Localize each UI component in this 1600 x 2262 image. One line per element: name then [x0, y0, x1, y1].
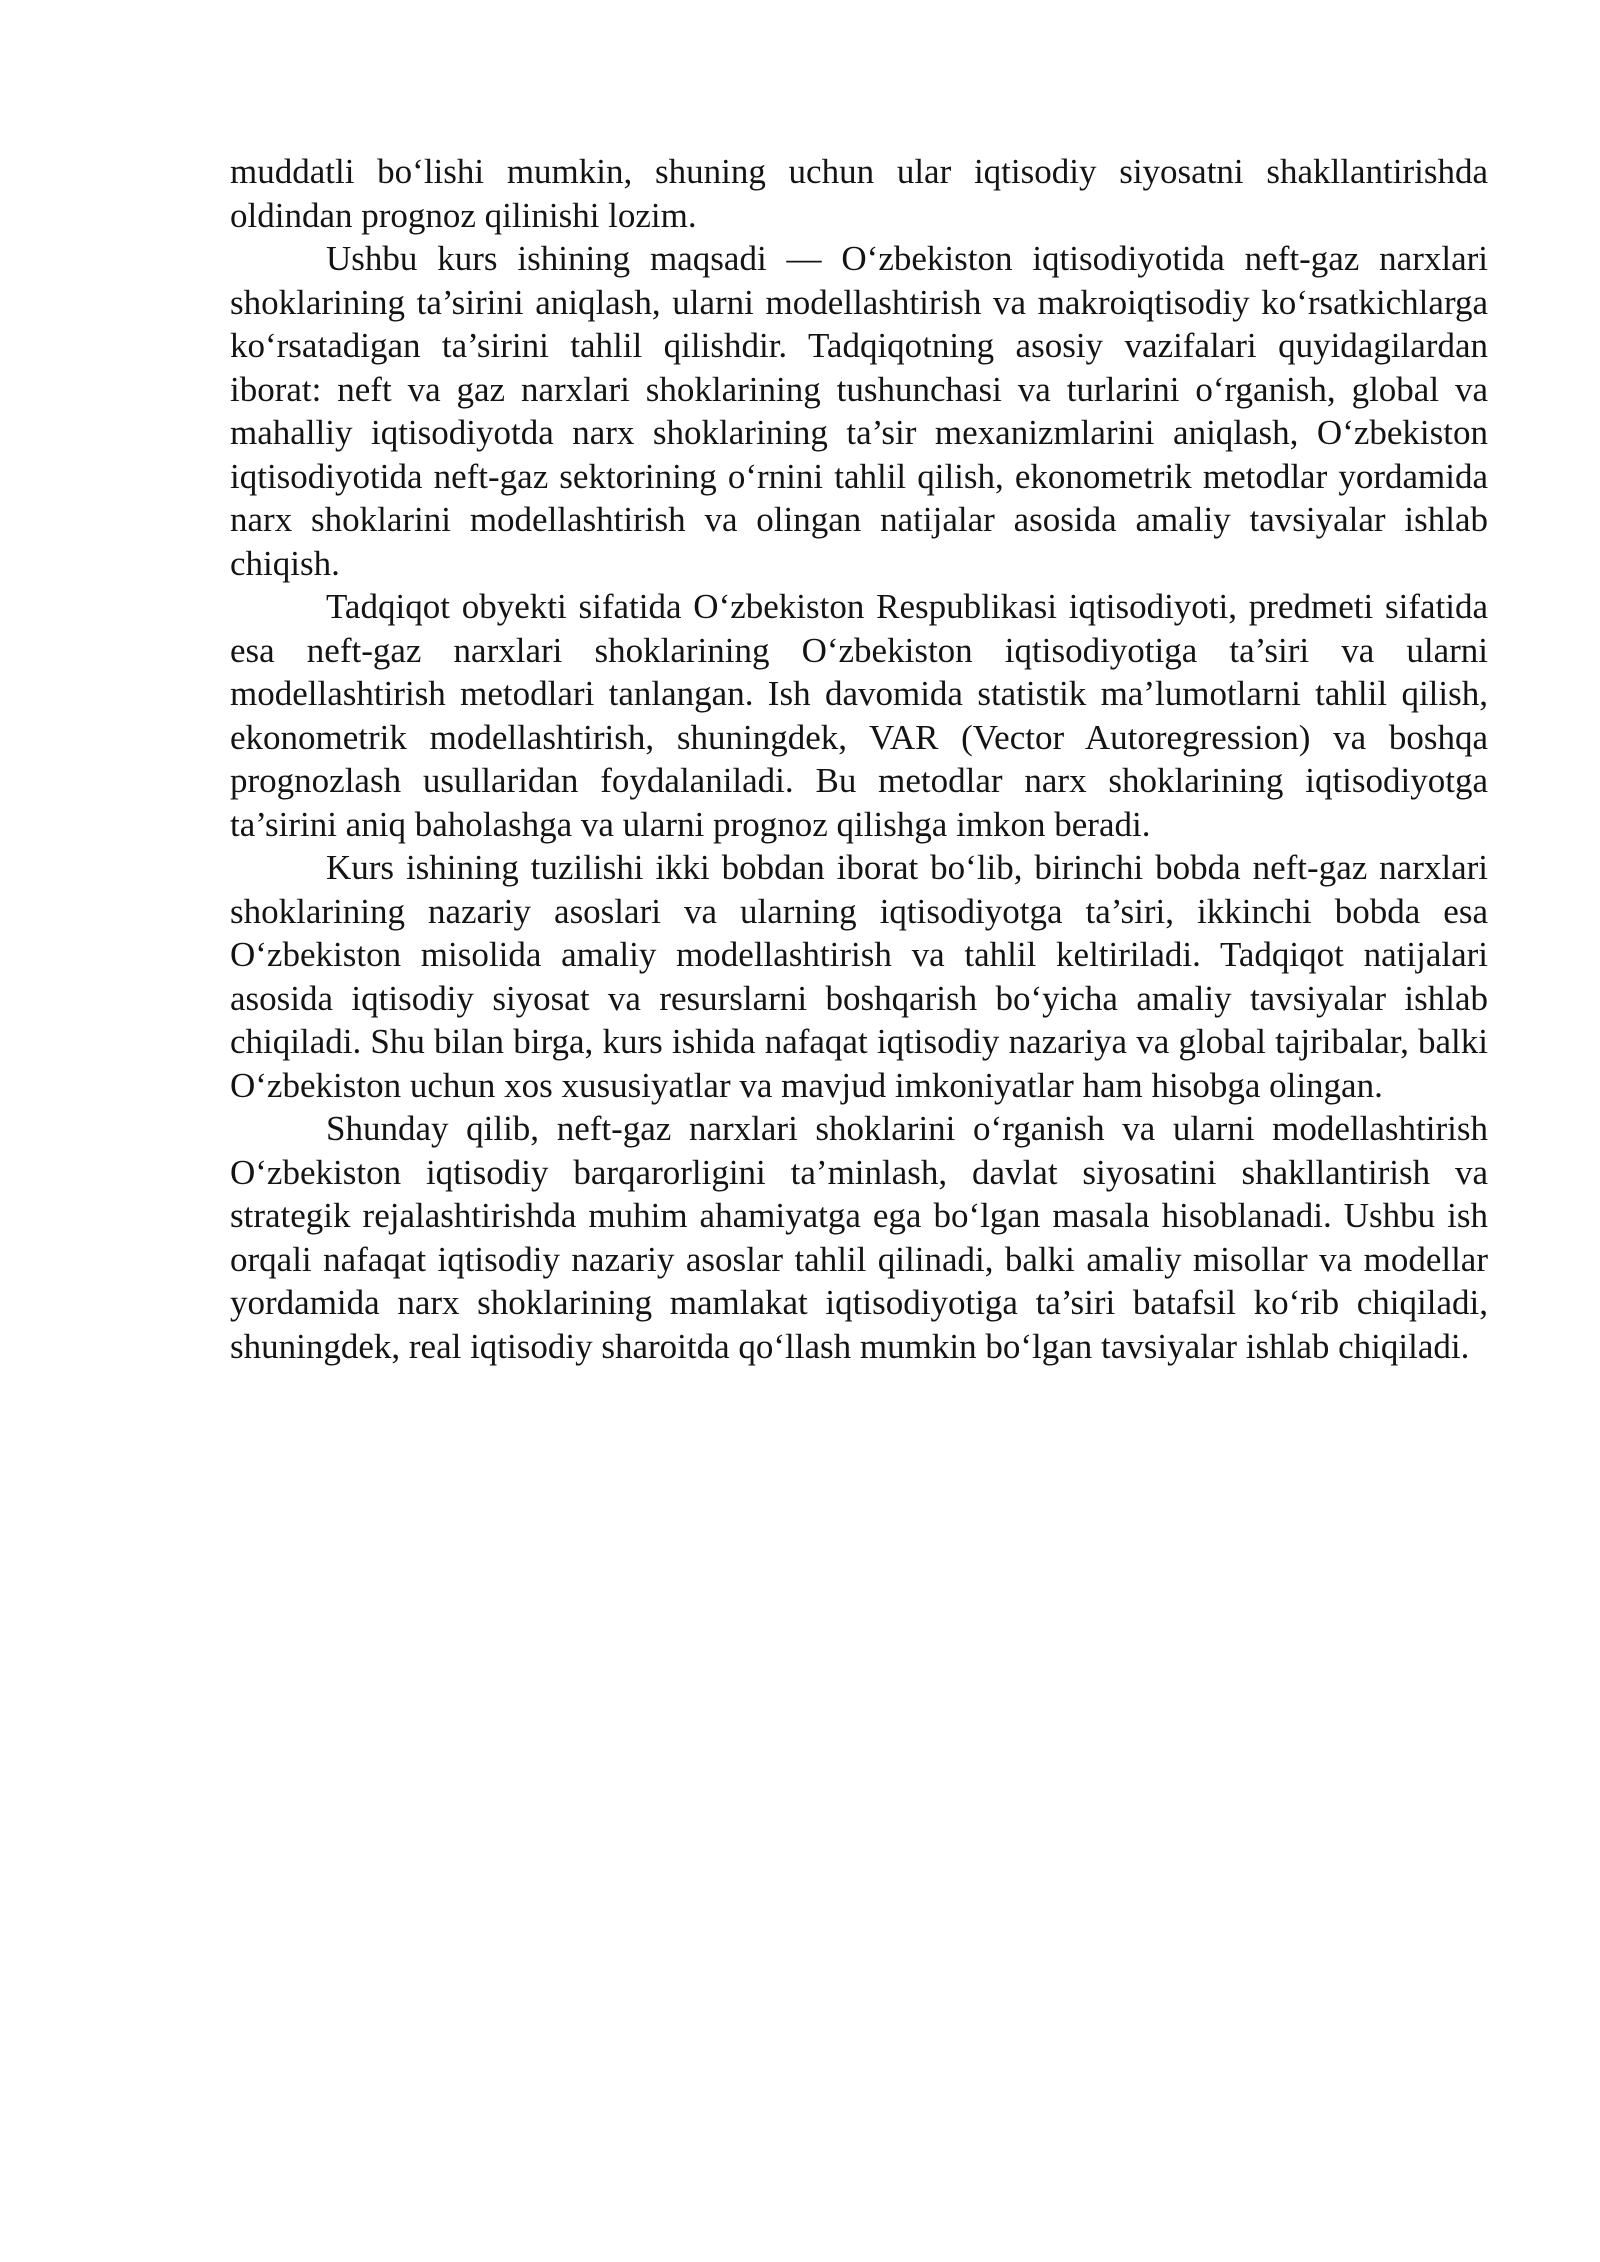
paragraph-conclusion: Shunday qilib, neft-gaz narxlari shoklarini o‘rganish va ularni modellashtirish O‘zbekiston iqtisodiy barqarorligini ta’minlash, davlat siyosatini shakllantirish va strategik rejalashtirishda muhim ahamiyatga ega bo‘lgan masala hisoblanadi. Ushbu ish orqali nafaqat iqtisodiy nazariy asoslar tahlil qilinadi, balki amaliy misollar va modellar yordamida narx shoklarining mamlakat iqtisodiyotiga ta’siri batafsil ko‘rib chiqiladi, shuningdek, real iqtisodiy sharoitda qo‘llash mumkin bo‘lgan tavsiyalar ishlab chiqiladi. — [230, 1109, 1488, 1366]
body-text — [230, 150, 1488, 1368]
paragraph-object-and-methods: Tadqiqot obyekti sifatida O‘zbekiston Respublikasi iqtisodiyoti, predmeti sifatida esa neft-gaz narxlari shoklarining O‘zbekiston iqtisodiyotiga ta’siri va ularni modellashtirish metodlari tanlangan. Ish davomida statistik ma’lumotlarni tahlil qilish, ekonometrik modellashtirish, shuningdek, VAR (Vector Autoregression) va boshqa prognozlash usullaridan foydalaniladi. Bu metodlar narx shoklarining iqtisodiyotga ta’sirini aniq baholashga va ularni prognoz qilishga imkon beradi. — [230, 587, 1488, 844]
paragraph-aim-and-tasks: Ushbu kurs ishining maqsadi — O‘zbekiston iqtisodiyotida neft-gaz narxlari shoklarining ta’sirini aniqlash, ularni modellashtirish va makroiqtisodiy ko‘rsatkichlarga ko‘rsatadigan ta’sirini tahlil qilishdir. Tadqiqotning asosiy vazifalari quyidagilardan iborat: neft va gaz narxlari shoklarining tushunchasi va turlarini o‘rganish, global va mahalliy iqtisodiyotda narx shoklarining ta’sir mexanizmlarini aniqlash, O‘zbekiston iqtisodiyotida neft-gaz sektorining o‘rnini tahlil qilish, ekonometrik metodlar yordamida narx shoklarini modellashtirish va olingan natijalar asosida amaliy tavsiyalar ishlab chiqish. — [230, 239, 1488, 583]
paragraph-continuation: muddatli bo‘lishi mumkin, shuning uchun ular iqtisodiy siyosatni shakllantirishda oldindan prognoz qilinishi lozim. — [230, 152, 1488, 235]
paragraph-structure: Kurs ishining tuzilishi ikki bobdan iborat bo‘lib, birinchi bobda neft-gaz narxlari shoklarining nazariy asoslari va ularning iqtisodiyotga ta’siri, ikkinchi bobda esa O‘zbekiston misolida amaliy modellashtirish va tahlil keltiriladi. Tadqiqot natijalari asosida iqtisodiy siyosat va resurslarni boshqarish bo‘yicha amaliy tavsiyalar ishlab chiqiladi. Shu bilan birga, kurs ishida nafaqat iqtisodiy nazariya va global tajribalar, balki O‘zbekiston uchun xos xususiyatlar va mavjud imkoniyatlar ham hisobga olingan. — [230, 848, 1488, 1105]
